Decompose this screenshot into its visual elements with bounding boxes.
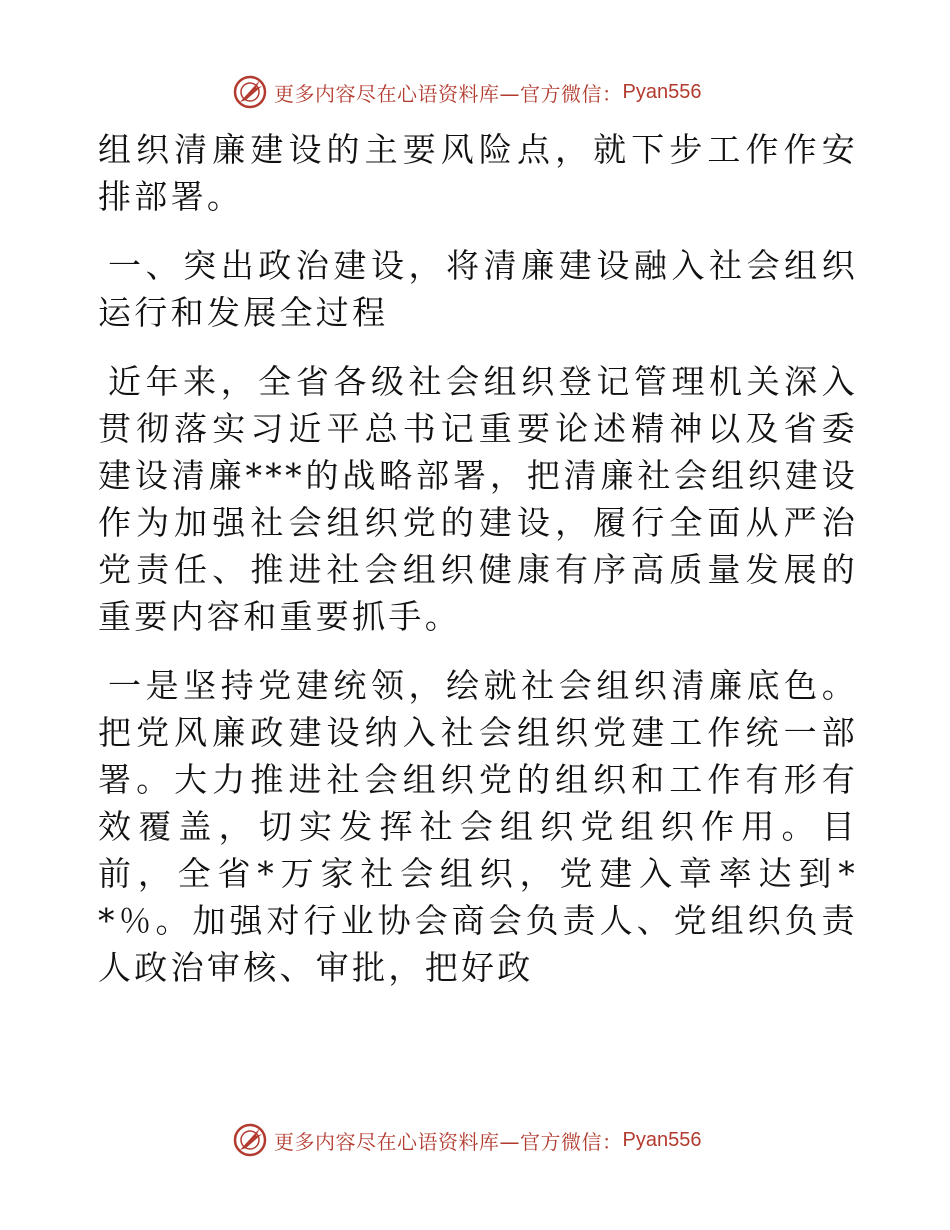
- paragraph-point-one: 一是坚持党建统领，绘就社会组织清廉底色。把党风廉政建设纳入社会组织党建工作统一部署。大力推进社会组织党的组织和工作有形有效覆盖，切实发挥社会组织党组织作用。目前，全省*万家社会组织，党建入章率达到**％。加强对行业协会商会负责人、党组织负责人政治审核、审批，把好政: [98, 666, 858, 987]
- watermark-text: 更多内容尽在心语资料库—官方微信：: [274, 81, 623, 106]
- paragraph-intro: 近年来，全省各级社会组织登记管理机关深入贯彻落实习近平总书记重要论述精神以及省委建设清廉***的战略部署，把清廉社会组织建设作为加强社会组织党的建设，履行全面从严治党责任、推进社会组织健康有序高质量发展的重要内容和重要抓手。: [98, 362, 858, 636]
- document-body: [98, 126, 858, 1013]
- watermark-text: 更多内容尽在心语资料库—官方微信：: [274, 1129, 623, 1154]
- section-heading: 一、突出政治建设，将清廉建设融入社会组织运行和发展全过程: [98, 246, 858, 332]
- quill-logo-icon: [232, 74, 268, 110]
- header-watermark: [232, 72, 701, 112]
- watermark-handle: Pyan556: [622, 1128, 702, 1151]
- quill-logo-icon: [232, 1122, 268, 1158]
- paragraph-continuation: 组织清廉建设的主要风险点，就下步工作作安排部署。: [98, 130, 858, 216]
- watermark-handle: Pyan556: [622, 80, 702, 103]
- footer-watermark: [232, 1120, 701, 1160]
